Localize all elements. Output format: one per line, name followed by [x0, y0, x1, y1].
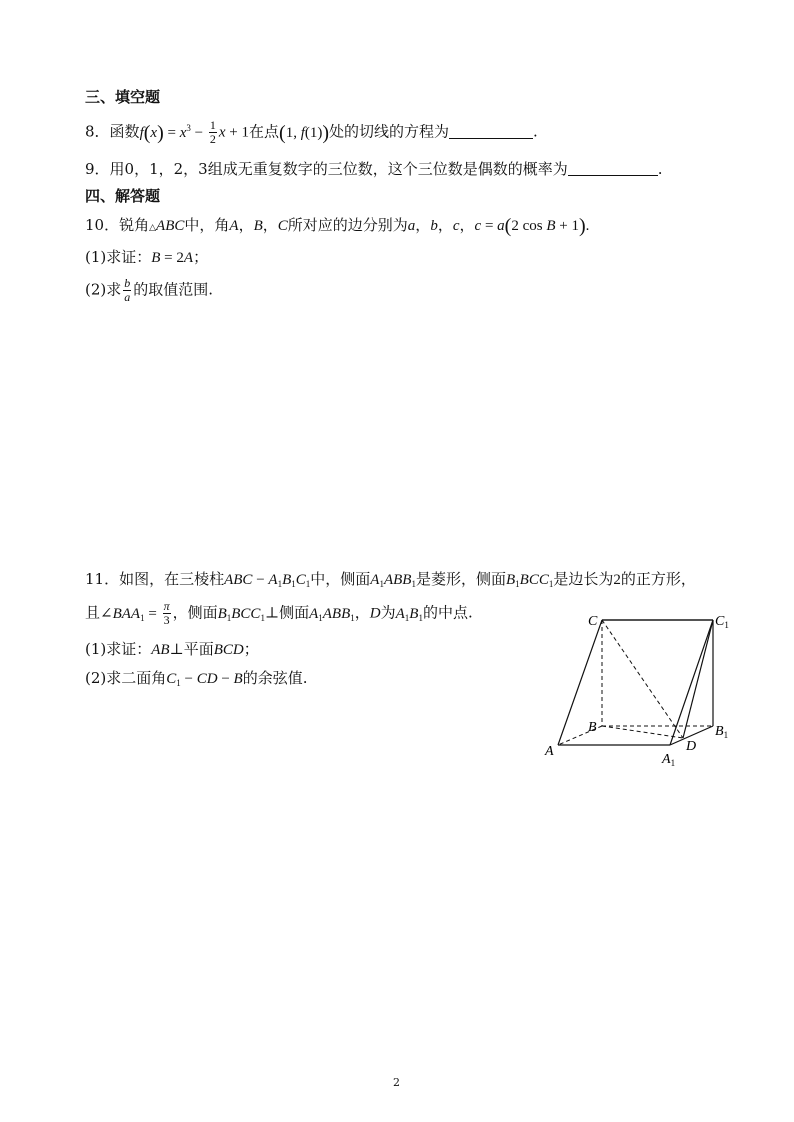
fraction-one-half: $\frac{1}{2}$: [209, 118, 216, 146]
math-condition: c = a(2 cos B + 1): [474, 215, 586, 237]
math-triangle: △ABC: [149, 218, 185, 234]
question-11-part-2: (2)求二面角$C_1$ − CD − B的余弦值.: [85, 669, 308, 688]
question-10: 10．锐角△ABC中，角A，B，C所对应的边分别为a，b，c，c = a(2 cos B + 1).: [85, 215, 590, 237]
edge-B-D-hidden: [602, 726, 683, 738]
section-title-fill-blank: 三、填空题: [85, 88, 161, 106]
question-number: 8．: [85, 122, 110, 141]
math-angle: $\angle BAA_1$ =: [100, 605, 161, 623]
answer-blank: [568, 161, 658, 176]
section-title-answer: 四、解答题: [85, 187, 161, 205]
label-A: A: [545, 744, 554, 759]
math-claim: B = 2A: [151, 250, 194, 266]
math-formula: $f(x) = x^3$ −: [139, 121, 207, 144]
fraction-pi-over-3: $\frac{\pi}{3}$: [163, 599, 170, 627]
question-text: 9．用0，1，2，3组成无重复数字的三位数，这个三位数是偶数的概率为: [85, 160, 568, 178]
question-text: 函数: [109, 122, 140, 141]
label-B1: $B_1$: [715, 724, 729, 740]
prism-figure: [540, 605, 740, 780]
answer-blank: [449, 124, 533, 139]
question-11-condition: 且$\angle BAA_1$ = $\frac{\pi}{3}$ ，侧面$B_1BCC_1\perp$侧面$A_1ABB_1$，D为$A_1B_1$的中点.: [85, 599, 473, 627]
edge-C-D-hidden: [602, 620, 683, 738]
question-8: 8．函数$f(x) = x^3$ − $\frac{1}{2}$ x + 1在点(1, f(1))处的切线的方程为 .: [85, 118, 538, 146]
math-dihedral-angle: $C_1$ − CD − B: [166, 671, 243, 688]
fraction-b-over-a: $\frac{b}{a}$: [124, 276, 131, 304]
label-A1: $A_1$: [662, 752, 676, 768]
question-11: 11．如图，在三棱柱ABC − $A_1B_1C_1$中，侧面$A_1ABB_1$是菱形，侧面$B_1BCC_1$是边长为2的正方形，: [85, 570, 696, 589]
math-prism: ABC − $A_1B_1C_1$: [224, 572, 311, 589]
edge-C1-D: [683, 620, 713, 738]
question-10-part-1: (1)求证：B = 2A；: [85, 248, 209, 266]
math-point: (1, f(1)): [279, 121, 330, 144]
label-C1: $C_1$: [715, 614, 729, 630]
label-B: B: [588, 720, 597, 735]
edge-C1-A1: [670, 620, 713, 745]
question-11-part-1: (1)求证：AB⊥平面BCD；: [85, 640, 259, 658]
label-D: D: [686, 739, 697, 754]
label-C: C: [588, 614, 598, 629]
page-number: 2: [393, 1076, 400, 1089]
question-9: 9．用0，1，2，3组成无重复数字的三位数，这个三位数是偶数的概率为 .: [85, 160, 663, 178]
question-10-part-2: (2)求 $\frac{b}{a}$ 的取值范围.: [85, 276, 214, 304]
